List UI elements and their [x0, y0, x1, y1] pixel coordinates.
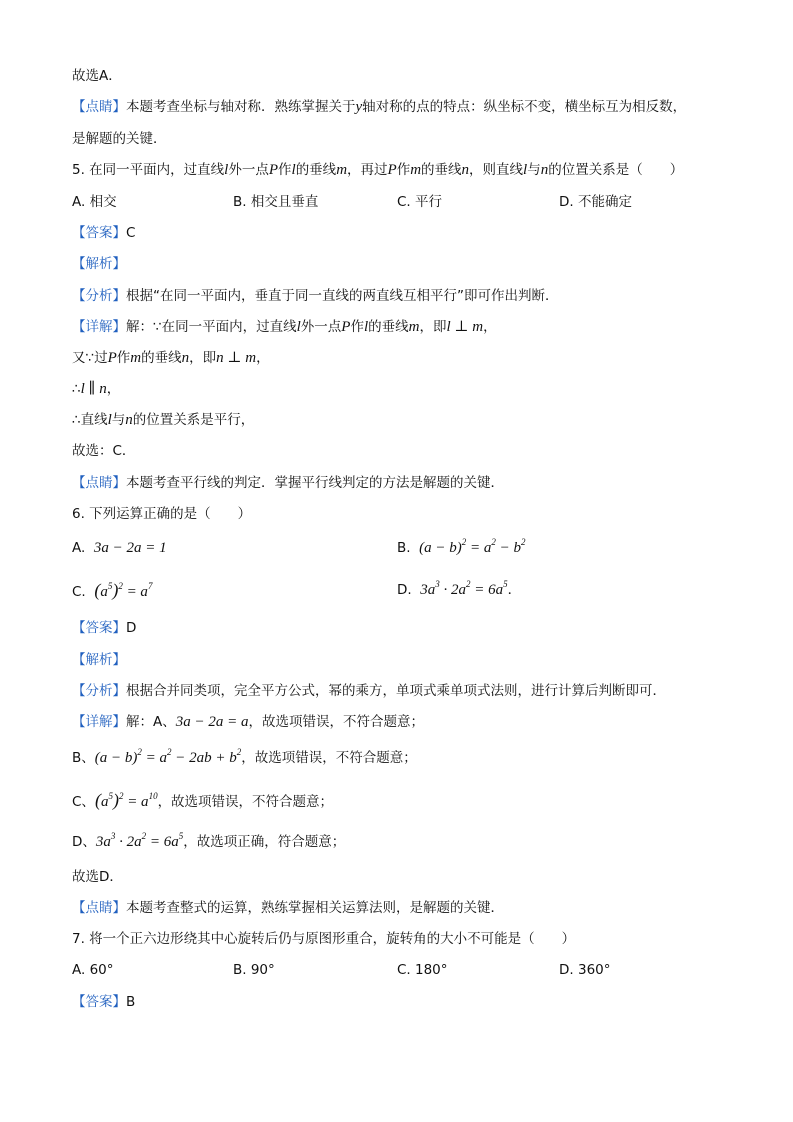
variable: n — [540, 162, 549, 178]
detail-text: 外一点 — [300, 319, 342, 335]
option-c: C. 平行 — [397, 194, 443, 210]
question-text: 外一点 — [228, 162, 269, 178]
comment-line — [72, 129, 167, 149]
exponent: 2 — [461, 537, 467, 547]
math-expression — [419, 537, 526, 556]
math-part: · 2a — [115, 834, 142, 850]
exponent: 2 — [491, 537, 496, 547]
math-part: − 2ab + b — [171, 750, 237, 766]
detail-text: ，即 — [419, 319, 447, 335]
variable: l — [224, 162, 229, 178]
detail-text: B、 — [72, 750, 95, 766]
comment-tag: 【点睛】 — [72, 475, 126, 491]
answer-line — [72, 992, 135, 1012]
math-base: a — [100, 584, 108, 600]
question-text: 的位置关系是（ ） — [548, 162, 684, 178]
fenxi-tag: 【分析】 — [72, 288, 126, 304]
detail-text: ，即 — [189, 350, 217, 366]
detail-text: C、 — [72, 794, 95, 810]
detail-line — [72, 410, 254, 430]
paren: ( — [94, 580, 101, 600]
variable: m — [336, 162, 348, 178]
detail-text: ，故选项正确，符合题意； — [183, 834, 346, 850]
fenxi-tag: 【分析】 — [72, 683, 126, 699]
q6-options-row-2 — [72, 580, 722, 604]
math-expression — [95, 831, 184, 850]
variable: P — [387, 162, 397, 178]
detail-line — [72, 348, 270, 368]
option-b: B. 90° — [233, 962, 275, 978]
answer-line — [72, 223, 135, 243]
question-5 — [72, 160, 683, 180]
option-label: C. — [72, 584, 86, 600]
math-part: = 6a — [146, 834, 179, 850]
option-d: D. 不能确定 — [559, 194, 632, 210]
variable: l — [296, 319, 301, 335]
math-part: 3a — [420, 582, 436, 598]
math-part: = a — [141, 750, 168, 766]
detail-text: 解：∵在同一平面内，过直线 — [126, 319, 297, 335]
math-part: − b — [495, 540, 522, 556]
q7-options — [72, 960, 722, 980]
detail-text: ∴直线 — [72, 412, 108, 428]
math-expression — [420, 579, 508, 598]
detail-text: 故选D． — [72, 869, 123, 885]
option-a: A. 60° — [72, 962, 114, 978]
q6-options-row-1 — [72, 538, 722, 562]
detail-text: 的位置关系是平行， — [132, 412, 255, 428]
paren: ( — [94, 790, 101, 810]
comment-text: 本题考查平行线的判定．掌握平行线判定的方法是解题的关键． — [126, 475, 504, 491]
option-a: A. 相交 — [72, 194, 117, 210]
detail-line — [72, 790, 333, 812]
variable: m — [410, 162, 422, 178]
comment-text: 本题考查坐标与轴对称．熟练掌握关于 — [126, 99, 356, 115]
analysis-tag: 【解析】 — [72, 256, 126, 272]
question-text: ，则直线 — [469, 162, 524, 178]
option-label: B. — [397, 540, 411, 556]
detail-tag: 【详解】 — [72, 714, 126, 730]
detail-text: ，故选项错误，不符合题意； — [157, 794, 334, 810]
detail-text: 作 — [350, 319, 364, 335]
question-text: 的垂线 — [421, 162, 462, 178]
answer-tag: 【答案】 — [72, 994, 126, 1010]
option-c: C. 180° — [397, 962, 448, 978]
exponent: 5 — [503, 579, 508, 589]
analysis-line — [72, 254, 126, 274]
comment-text: 是解题的关键． — [72, 131, 167, 147]
exponent: 2 — [137, 747, 142, 757]
detail-text: 的垂线 — [141, 350, 182, 366]
math-part: = a — [466, 540, 492, 556]
exponent: 10 — [148, 791, 158, 801]
detail-line — [72, 379, 120, 399]
detail-line — [72, 832, 345, 852]
detail-line — [72, 748, 417, 768]
comment-tag: 【点睛】 — [72, 900, 126, 916]
math-expression: l ∥ n — [80, 381, 107, 397]
math-base: (a − b) — [419, 540, 462, 556]
exponent: 2 — [521, 537, 526, 547]
exponent: 2 — [118, 581, 123, 591]
question-text: 作 — [278, 162, 292, 178]
detail-text: ，故选项错误，不符合题意； — [248, 714, 424, 730]
detail-text: 解：A、 — [126, 714, 176, 730]
detail-text: ， — [256, 350, 270, 366]
exponent: 2 — [167, 747, 172, 757]
variable: l — [363, 319, 369, 335]
math-expression — [94, 580, 153, 600]
math-part: · 2a — [439, 582, 467, 598]
math-expression — [94, 747, 242, 766]
exponent: 2 — [141, 831, 147, 841]
exponent: 2 — [466, 579, 471, 589]
exponent: 7 — [147, 581, 153, 591]
question-7 — [72, 929, 575, 949]
math-base: a — [100, 794, 109, 810]
variable: n — [461, 162, 470, 178]
analysis-line — [72, 650, 126, 670]
detail-line — [72, 712, 424, 732]
comment-text: 本题考查整式的运算，熟练掌握相关运算法则，是解题的关键． — [126, 900, 504, 916]
fenxi-line — [72, 286, 559, 306]
question-text: 的垂线 — [295, 162, 337, 178]
fenxi-text: 根据“在同一平面内，垂直于同一直线的两直线互相平行”即可作出判断． — [126, 288, 559, 304]
exponent: 3 — [110, 831, 116, 841]
detail-text: 又∵过 — [72, 350, 108, 366]
answer-tag: 【答案】 — [72, 620, 126, 636]
paren: ) — [112, 790, 119, 810]
math-expression: 3a − 2a = a — [175, 714, 249, 730]
answer-value: B — [126, 994, 136, 1010]
comment-line — [72, 97, 686, 117]
math-part: = a — [123, 794, 149, 810]
question-text: 与 — [527, 162, 541, 178]
comment-line — [72, 898, 504, 918]
detail-text: ，故选项错误，不符合题意； — [241, 750, 417, 766]
question-text: 7. 将一个正六边形绕其中心旋转后仍与原图形重合，旋转角的大小不可能是（ ） — [72, 931, 576, 947]
detail-text: ， — [106, 381, 121, 397]
exponent: 2 — [236, 747, 242, 757]
comment-tag: 【点睛】 — [72, 99, 126, 115]
math-base: (a − b) — [94, 750, 138, 766]
exponent: 5 — [107, 581, 113, 591]
option-label: A. — [72, 540, 86, 556]
fenxi-line — [72, 681, 666, 701]
variable: l — [107, 412, 112, 428]
detail-tag: 【详解】 — [72, 319, 126, 335]
paren: ) — [112, 580, 119, 600]
math-expression — [94, 790, 158, 810]
text-line — [72, 66, 122, 86]
math-expression: l ⊥ m — [446, 319, 484, 335]
option-c — [72, 580, 152, 602]
variable: n — [181, 350, 190, 366]
detail-text: ， — [483, 319, 497, 335]
comment-text: 轴对称的点的特点：纵坐标不变，横坐标互为相反数， — [362, 99, 687, 115]
fenxi-text: 根据合并同类项，完全平方公式，幂的乘方，单项式乘单项式法则，进行计算后判断即可． — [126, 683, 666, 699]
answer-value: C — [126, 225, 136, 241]
exponent: 3 — [435, 579, 440, 589]
detail-text: 作 — [116, 350, 131, 366]
exponent: 2 — [118, 791, 124, 801]
math-expression: 3a − 2a = 1 — [93, 540, 167, 556]
detail-line — [72, 867, 123, 887]
variable: m — [408, 319, 420, 335]
variable: l — [523, 162, 528, 178]
question-text: 5. 在同一平面内，过直线 — [72, 162, 225, 178]
comment-line — [72, 473, 504, 493]
variable: m — [130, 350, 142, 366]
math-part: 3a — [95, 834, 111, 850]
math-expression: n ⊥ m — [216, 350, 257, 366]
question-text: 6. 下列运算正确的是（ ） — [72, 506, 252, 522]
variable: P — [268, 162, 279, 178]
exponent: 5 — [178, 831, 184, 841]
detail-line — [72, 317, 497, 337]
question-text: ，再过 — [347, 162, 388, 178]
option-b: B. 相交且垂直 — [233, 194, 319, 210]
punctuation: ． — [507, 582, 522, 598]
detail-text: 与 — [111, 412, 126, 428]
answer-value: D — [126, 620, 137, 636]
detail-text: D、 — [72, 834, 96, 850]
variable: P — [107, 350, 117, 366]
variable: n — [125, 412, 133, 428]
option-d: D. 360° — [559, 962, 611, 978]
exponent: 5 — [108, 791, 113, 801]
math-part: = a — [122, 584, 148, 600]
answer-line — [72, 618, 136, 638]
analysis-tag: 【解析】 — [72, 652, 126, 668]
option-b — [397, 538, 526, 558]
detail-line — [72, 441, 135, 461]
sentence: 故选A． — [72, 68, 122, 84]
detail-text: 故选：C． — [72, 443, 136, 459]
variable: P — [341, 319, 351, 335]
option-d — [397, 580, 521, 600]
detail-text: 的垂线 — [368, 319, 409, 335]
question-text: 作 — [396, 162, 411, 178]
variable: l — [291, 162, 296, 178]
detail-text: ∴ — [72, 381, 81, 397]
option-label: D. — [397, 582, 412, 598]
answer-tag: 【答案】 — [72, 225, 126, 241]
variable: y — [355, 99, 363, 115]
q5-options — [72, 192, 722, 212]
option-a — [72, 538, 167, 558]
question-6 — [72, 504, 251, 524]
math-part: = 6a — [470, 582, 504, 598]
